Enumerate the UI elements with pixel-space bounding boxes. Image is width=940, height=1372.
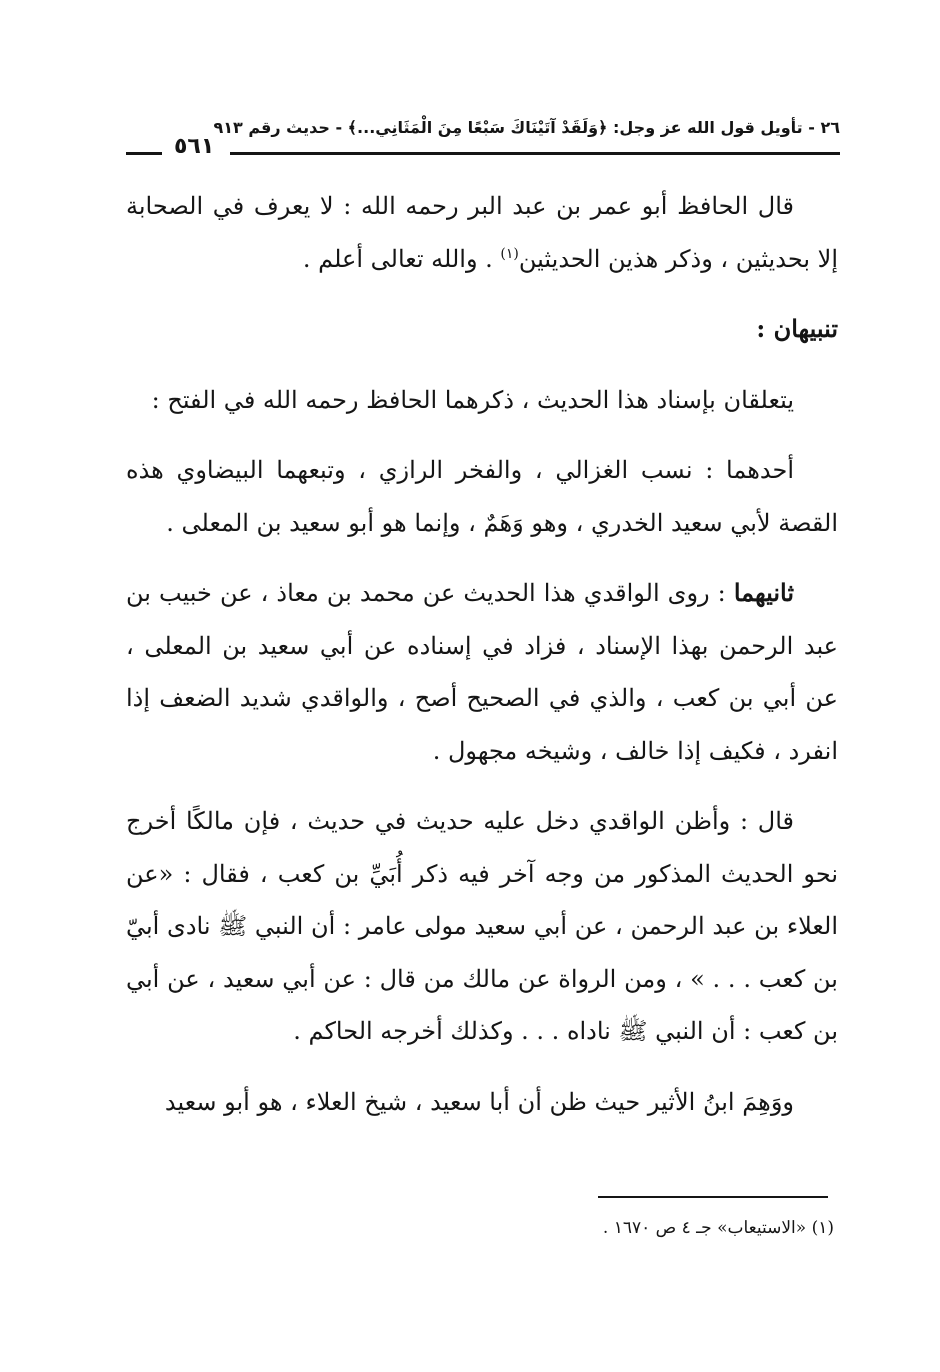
paragraph-text: : روى الواقدي هذا الحديث عن محمد بن معاذ ، عن خبيب بن عبد الرحمن بهذا الإسناد ، فزاد في إسناده عن أبي سعيد بن المعلى ، عن أبي بن كعب ، والذي في الصحيح أصح ، والواقدي شديد الضعف إذا انفرد ، فكيف إذا خالف ، وشيخه مجهول . [126, 579, 838, 765]
page-number: ٥٦١ [174, 134, 215, 159]
body-text [126, 180, 838, 1146]
paragraph-intro: يتعلقان بإسناد هذا الحديث ، ذكرهما الحافظ رحمه الله في الفتح : [151, 385, 794, 414]
paragraph-lead: ثانيهما [733, 578, 794, 607]
paragraph-text: قال الحافظ أبو عمر بن عبد البر رحمه الله : لا يعرف في الصحابة إلا بحديثين ، وذكر هذين الحديثين [126, 192, 838, 273]
paragraph-waqidi: قال : وأظن الواقدي دخل عليه حديث في حديث ، فإن مالكًا أخرج نحو الحديث المذكور من وجه آخر فيه ذكر أُبَيِّ بن كعب ، فقال : «عن العلاء بن عبد الرحمن ، عن أبي سعيد مولى عامر : أن النبي ﷺ نادى أبيّ بن كعب . . . » ، ومن الرواة عن مالك من قال : عن أبي سعيد ، عن أبي بن كعب : أن النبي ﷺ ناداه . . . وكذلك أخرجه الحاكم . [126, 807, 838, 1045]
paragraph-ibn-al-athir: ووَهِمَ ابنُ الأثير حيث ظن أن أبا سعيد ، شيخ العلاء ، هو أبو سعيد [164, 1087, 794, 1116]
paragraph-second-note [126, 567, 838, 777]
footnote: (١) «الاستيعاب» جـ ٤ ص ١٦٧٠ . [602, 1218, 834, 1238]
running-title: ٢٦ - تأويل قول الله عز وجل: ﴿وَلَقَدْ آتَيْنَاكَ سَبْعًا مِنَ الْمَثَانِي...﴾ - حديث رقم ٩١٣ [213, 118, 840, 137]
paragraph-ibn-abd-al-barr [126, 180, 838, 285]
paragraph-text-end: . والله تعالى أعلم . [302, 244, 501, 273]
page-header [126, 112, 840, 162]
footnote-reference: (١) [500, 245, 519, 262]
footnote-rule [598, 1196, 828, 1198]
paragraph-first-note: أحدهما : نسب الغزالي ، والفخر الرازي ، وتبعهما البيضاوي هذه القصة لأبي سعيد الخدري ، وهو وَهَمٌ ، وإنما هو أبو سعيد بن المعلى . [126, 456, 838, 537]
page-number-rule [126, 152, 162, 155]
section-heading: تنبيهان : [756, 314, 838, 343]
header-rule [230, 152, 840, 155]
